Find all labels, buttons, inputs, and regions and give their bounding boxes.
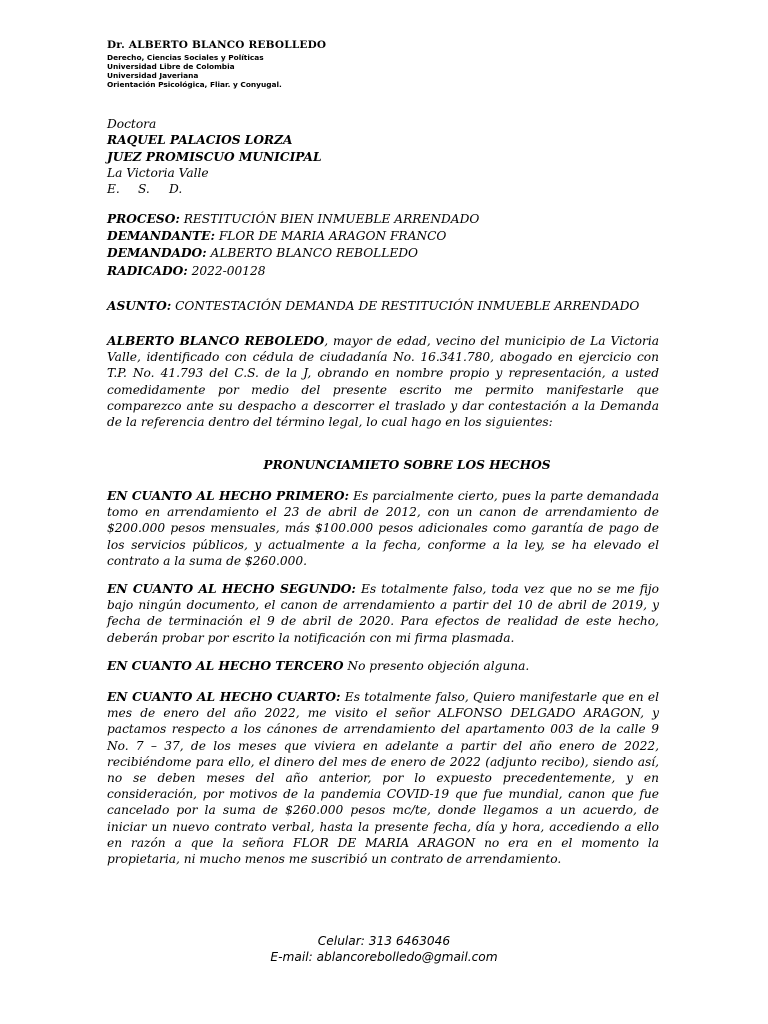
hecho-text: Es totalmente falso, Quiero manifestarle que en el mes de enero del año 2022, me visito el señor ALFONSO DELGADO ARAGON, y pactamos respecto a los cánones de arrendamiento del apartamento 003 de la calle 9 No. 7 – 37, de los meses que viviera en adelante a partir del año enero de 2022, recibiéndome para ello, el dinero del mes de enero de 2022 (adjunto recibo), siendo así, no se deben meses del año anterior, por lo expuesto precedentemente, y en consideración, por motivos de la pandemia COVID-19 que fue mundial, canon que fue cancelado por la suma de $260.000 pesos mc/te, donde llegamos a un acuerdo, de iniciar un nuevo contrato verbal, hasta la presente fecha, día y hora, accediendo a ello en razón a que la señora FLOR DE MARIA ARAGON no era en el momento la propietaria, ni mucho menos me suscribió un contrato de arrendamiento. bbox=[107, 690, 659, 867]
letterhead-name: Dr. ALBERTO BLANCO REBOLLEDO bbox=[107, 39, 327, 51]
hecho-text: Es parcialmente cierto, pues la parte demandada tomo en arrendamiento el 23 de abril de 2012, con un canon de arrendamiento de $200.000 pesos mensuales, más $100.000 pesos adicionales como garantía de pago de los servicios públicos, y actualmente a la fecha, conforme a la ley, se ha elevado el contrato a la suma de $260.000. bbox=[107, 489, 659, 568]
recipient-city: La Victoria Valle bbox=[107, 165, 209, 180]
demandante-value: FLOR DE MARIA ARAGON FRANCO bbox=[214, 229, 447, 244]
intro-name: ALBERTO BLANCO REBOLEDO bbox=[107, 334, 325, 348]
letterhead-line: Universidad Javeriana bbox=[107, 71, 199, 80]
esd-d: D. bbox=[169, 182, 183, 197]
demandado-label: DEMANDADO: bbox=[107, 246, 207, 261]
recipient-esd bbox=[107, 181, 659, 197]
hecho-label: EN CUANTO AL HECHO SEGUNDO: bbox=[107, 582, 356, 596]
case-proceso bbox=[107, 211, 659, 228]
letterhead-line: Orientación Psicológica, Fliar. y Conyugal. bbox=[107, 80, 282, 89]
hecho-paragraph bbox=[107, 658, 659, 674]
intro-paragraph bbox=[107, 333, 659, 430]
proceso-value: RESTITUCIÓN BIEN INMUEBLE ARRENDADO bbox=[179, 212, 480, 226]
demandado-value: ALBERTO BLANCO REBOLLEDO bbox=[206, 246, 419, 261]
intro-text: , mayor de edad, vecino del municipio de La Victoria Valle, identificado con cédula de ciudadanía No. 16.341.780, abogado en ejercicio con T.P. No. 41.793 del C.S. de la J, obrando en nombre propio y representación, a usted comedidamente por medio del presente escrito me permito manifestarle que comparezco ante su despacho a descorrer el traslado y dar contestación a la Demanda de la referencia dentro del término legal, lo cual hago en los siguientes: bbox=[107, 334, 660, 430]
case-block bbox=[107, 211, 659, 280]
esd-e: E. bbox=[107, 182, 120, 197]
case-radicado bbox=[107, 263, 659, 280]
footer-email: E-mail: ablancorebolledo@gmail.com bbox=[270, 950, 498, 964]
letterhead-line: Universidad Libre de Colombia bbox=[107, 62, 235, 71]
case-demandante bbox=[107, 228, 659, 245]
proceso-label: PROCESO: bbox=[107, 212, 180, 226]
hecho-paragraph bbox=[107, 689, 659, 867]
letterhead-credentials bbox=[107, 53, 326, 89]
hecho-label: EN CUANTO AL HECHO TERCERO bbox=[107, 659, 344, 673]
hecho-label: EN CUANTO AL HECHO CUARTO: bbox=[107, 690, 341, 704]
hecho-paragraph bbox=[107, 581, 659, 646]
asunto-value: CONTESTACIÓN DEMANDA DE RESTITUCIÓN INMUEBLE ARRENDADO bbox=[171, 299, 640, 313]
recipient-salutation: Doctora bbox=[107, 117, 157, 131]
hecho-text: Es totalmente falso, toda vez que no se me fijo bajo ningún documento, el canon de arrendamiento a partir del 10 de abril de 2019, y fecha de terminación el 9 de abril de 2020. Para efectos de realidad de este hecho, deberán probar por escrito la notificación con mi firma plasmada. bbox=[107, 582, 659, 645]
asunto-line bbox=[107, 299, 659, 313]
esd-s: S. bbox=[138, 182, 150, 197]
demandante-label: DEMANDANTE: bbox=[107, 229, 215, 244]
letterhead-line: Derecho, Ciencias Sociales y Políticas bbox=[107, 53, 264, 62]
recipient-title: JUEZ PROMISCUO MUNICIPAL bbox=[107, 149, 322, 164]
recipient-name: RAQUEL PALACIOS LORZA bbox=[107, 133, 293, 148]
hecho-text: No presento objeción alguna. bbox=[343, 659, 530, 673]
section-heading: PRONUNCIAMIETO SOBRE LOS HECHOS bbox=[263, 458, 551, 472]
radicado-value: 2022-00128 bbox=[187, 263, 266, 278]
hecho-label: EN CUANTO AL HECHO PRIMERO: bbox=[107, 489, 350, 503]
letterhead bbox=[107, 39, 326, 89]
footer bbox=[0, 933, 768, 965]
hecho-paragraph bbox=[107, 488, 659, 569]
radicado-label: RADICADO: bbox=[107, 263, 188, 278]
footer-phone: Celular: 313 6463046 bbox=[317, 934, 451, 948]
recipient-block bbox=[107, 116, 659, 197]
case-demandado bbox=[107, 245, 659, 262]
asunto-label: ASUNTO: bbox=[107, 299, 172, 313]
